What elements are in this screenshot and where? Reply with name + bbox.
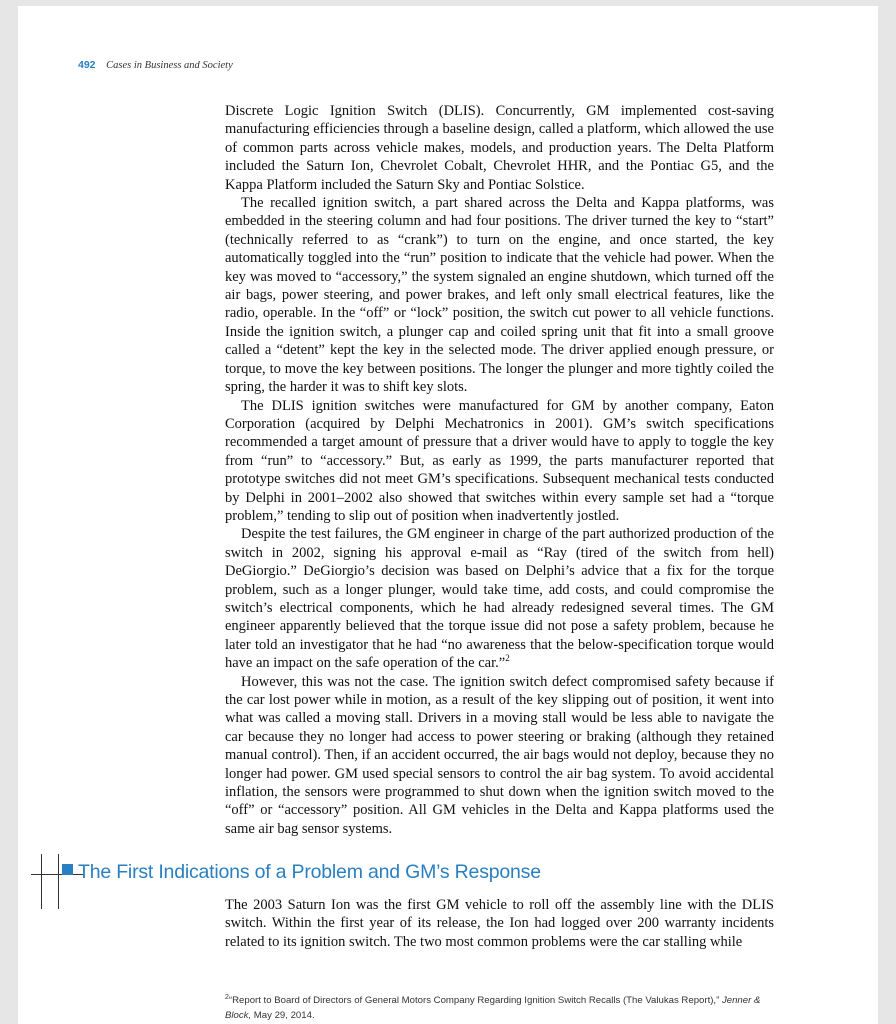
body-text-section-1 bbox=[225, 102, 774, 838]
running-head bbox=[78, 59, 233, 71]
paragraph-5: However, this was not the case. The ignition switch defect compromised safety because if the car lost power while in motion, as a result of the key slipping out of position, it went into what was called a moving stall. Drivers in a moving stall would be less able to navigate the car because they no longer had access to power steering or braking (although they retained manual control). Then, if an accident occurred, the air bags would not deploy, because they no longer had power. GM used special sensors to control the air bag system. To avoid accidental inflation, the sensors were programmed to shut down when the ignition switch moved to the “off” or “accessory” position. All GM vehicles in the Delta and Kappa platforms used the same air bag sensor systems. bbox=[225, 673, 774, 837]
footnote-date: May 29, 2014. bbox=[251, 1010, 315, 1022]
paragraph-2: The recalled ignition switch, a part shared across the Delta and Kappa platforms, was embedded in the steering column and had four positions. The driver turned the key to “start” (technically referred to as “crank”) to turn on the engine, and once started, the key automatically toggled into the “run” position to indicate that the vehicle had power. When the key was moved to “accessory,” the system signaled an engine shutdown, which turned off the air bags, power steering, and power brakes, and left only small electrical features, like the radio, operable. In the “off” or “lock” position, the switch cut power to all vehicle functions. Inside the ignition switch, a plunger cap and coiled spring unit that fit into a small groove called a “detent” kept the key in the selected mode. The driver applied enough pressure, or torque, to move the key between positions. The longer the plunger and more tightly coiled the spring, the harder it was to shift key slots. bbox=[225, 195, 774, 396]
footnote bbox=[225, 990, 785, 1023]
paragraph-3: The DLIS ignition switches were manufactured for GM by another company, Eaton Corporation (acquired by Delphi Mechatronics in 2001). GM’s switch specifications recommended a target amount of pressure that a driver would have to apply to toggle the key from “run” to “accessory.” But, as early as 1999, the parts manufacturer reported that prototype switches did not meet GM’s specifications. Subsequent mechanical tests conducted by Delphi in 2001–2002 also showed that switches within every sample set had a “torque problem,” tending to slip out of position when inadvertently jostled. bbox=[225, 397, 774, 524]
book-title: Cases in Business and Society bbox=[106, 60, 233, 71]
body-text-section-2 bbox=[225, 896, 774, 951]
footnote-reference[interactable]: 2 bbox=[505, 653, 510, 664]
document-page bbox=[18, 6, 878, 1024]
paragraph-4-text: Despite the test failures, the GM engineer in charge of the part authorized production of the switch in 2002, signing his approval e-mail as “Ray (tired of the switch from hell) DeGiorgio.” DeGiorgio’s decision was based on Delphi’s advice that a fix for the torque problem, such as a longer plunger, would take time, add costs, and could compromise the switch’s electrical components, which he had already redesigned several times. The GM engineer apparently believed that the torque issue did not pose a safety problem, because he later told an investigator that he had “no awareness that the below-specification torque would have an impact on the safe operation of the car.” bbox=[225, 526, 774, 672]
page-number: 492 bbox=[78, 59, 96, 71]
crosshair-mark-vertical-right bbox=[58, 854, 59, 909]
heading-square-icon bbox=[62, 864, 73, 875]
crosshair-mark-horizontal bbox=[31, 874, 83, 875]
footnote-number: 2 bbox=[225, 994, 229, 1001]
section-heading: The First Indications of a Problem and GM’s Response bbox=[78, 861, 541, 883]
paragraph-4 bbox=[225, 525, 774, 672]
paragraph-1: Discrete Logic Ignition Switch (DLIS). Concurrently, GM implemented cost-saving manufacturing efficiencies through a baseline design, called a platform, which allowed the use of common parts across vehicle makes, models, and production years. The Delta Platform included the Saturn Ion, Chevrolet Cobalt, Chevrolet HHR, and the Pontiac G5, and the Kappa Platform included the Saturn Sky and Pontiac Solstice. bbox=[225, 103, 774, 193]
footnote-source: Jenner & Block, bbox=[225, 995, 761, 1022]
crosshair-mark-vertical-left bbox=[41, 854, 42, 909]
section-paragraph: The 2003 Saturn Ion was the first GM vehicle to roll off the assembly line with the DLIS switch. Within the first year of its release, the Ion had logged over 200 warranty incidents related to its ignition switch. The two most common problems were the car stalling while bbox=[225, 897, 774, 950]
footnote-text: “Report to Board of Directors of General Motors Company Regarding Ignition Switch Recalls (The Valukas Report),” bbox=[228, 995, 722, 1007]
